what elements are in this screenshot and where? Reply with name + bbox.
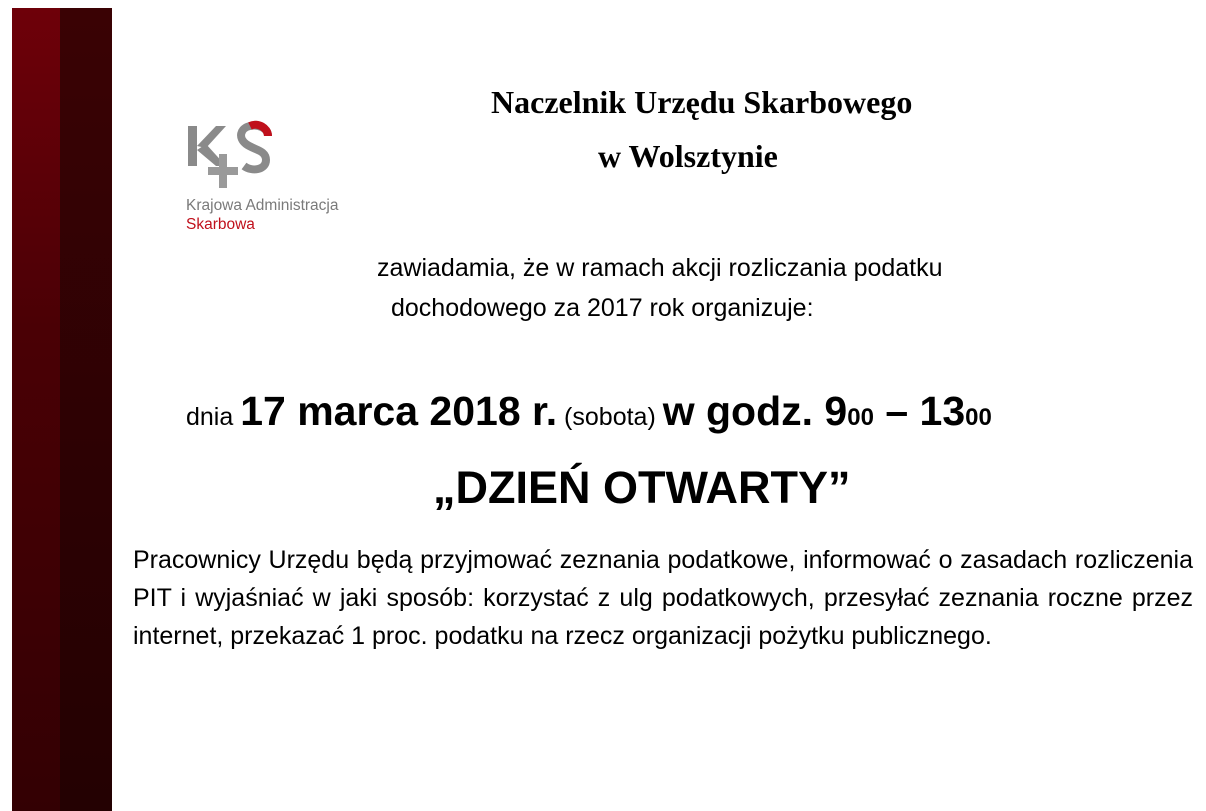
intro-line2: dochodowego za 2017 rok organizuje:: [391, 294, 814, 322]
end-hour: 13: [919, 388, 966, 434]
intro-line1: zawiadamia, że w ramach akcji rozliczania podatku: [377, 254, 943, 282]
time-dash: –: [873, 388, 920, 434]
event-date: 17 marca 2018 r.: [240, 388, 558, 434]
hours-label: w godz.: [662, 388, 825, 434]
office-title: Naczelnik Urzędu Skarbowego: [491, 84, 913, 120]
event-weekday: (sobota): [557, 403, 663, 431]
end-minutes: 00: [965, 404, 992, 431]
event-date-line: [186, 388, 992, 435]
kas-logo: [186, 120, 386, 234]
description-paragraph: Pracownicy Urzędu będą przyjmować zeznania podatkowe, informować o zasadach rozliczenia PIT i wyjaśniać w jaki sposób: korzystać z ulg podatkowych, przesyłać zeznania roczne przez internet, przekazać 1 proc. podatku na rzecz organizacji pożytku publicznego.: [133, 546, 1193, 650]
logo-text-line1: Krajowa Administracja: [186, 197, 339, 214]
start-minutes: 00: [847, 404, 874, 431]
start-hour: 9: [824, 388, 848, 434]
event-name: „DZIEŃ OTWARTY”: [433, 462, 851, 513]
kas-logo-icon: [186, 120, 276, 192]
logo-text-line2: Skarbowa: [186, 216, 255, 233]
office-location: w Wolsztynie: [598, 138, 778, 174]
decorative-side-band: [12, 8, 112, 811]
date-prefix: dnia: [186, 403, 241, 431]
